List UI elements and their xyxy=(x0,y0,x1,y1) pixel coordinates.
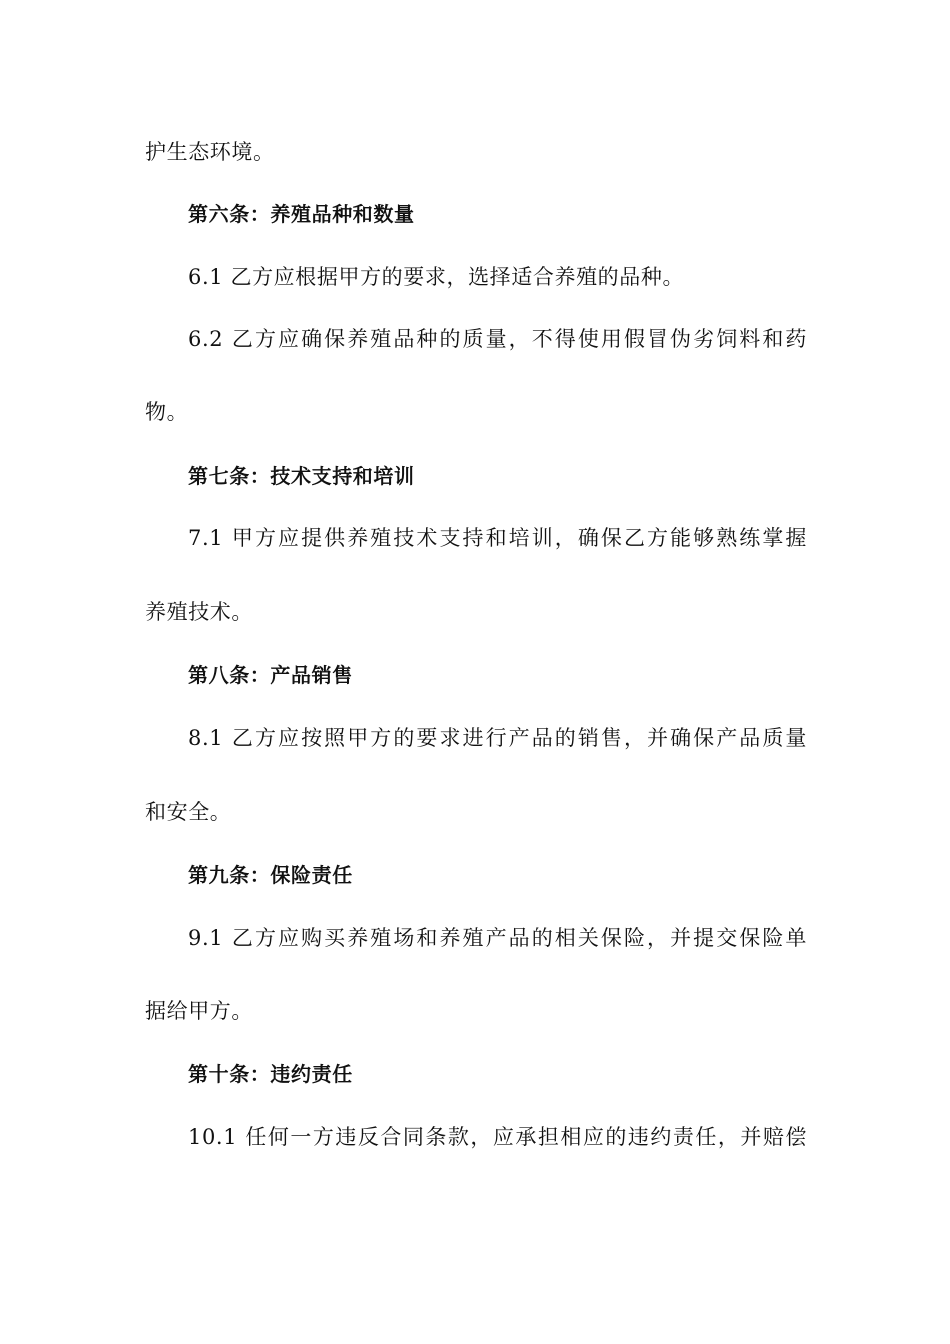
clause-10-1-text: 10.1 任何一方违反合同条款，应承担相应的违约责任，并赔偿 xyxy=(188,1125,807,1149)
paragraph-continuation-line: 护生态环境。 xyxy=(145,140,275,164)
clause-9-1-text: 9.1 乙方应购买养殖场和养殖产品的相关保险，并提交保险单 xyxy=(188,926,807,950)
clause-6-2-text: 6.2 乙方应确保养殖品种的质量，不得使用假冒伪劣饲料和药 xyxy=(188,327,807,351)
clause-6-2-continuation: 物。 xyxy=(145,400,189,424)
clause-8-1-text: 8.1 乙方应按照甲方的要求进行产品的销售，并确保产品质量 xyxy=(188,726,807,750)
clause-8-1-continuation: 和安全。 xyxy=(145,800,232,824)
clause-7-1-continuation: 养殖技术。 xyxy=(145,600,253,624)
article-9-heading: 第九条：保险责任 xyxy=(188,863,353,887)
article-6-heading: 第六条：养殖品种和数量 xyxy=(188,202,415,226)
article-7-heading: 第七条：技术支持和培训 xyxy=(188,464,415,488)
clause-7-1-text: 7.1 甲方应提供养殖技术支持和培训，确保乙方能够熟练掌握 xyxy=(188,526,807,550)
clause-6-1-text: 6.1 乙方应根据甲方的要求，选择适合养殖的品种。 xyxy=(188,265,685,289)
article-8-heading: 第八条：产品销售 xyxy=(188,663,353,687)
clause-9-1-continuation: 据给甲方。 xyxy=(145,999,253,1023)
article-10-heading: 第十条：违约责任 xyxy=(188,1062,353,1086)
